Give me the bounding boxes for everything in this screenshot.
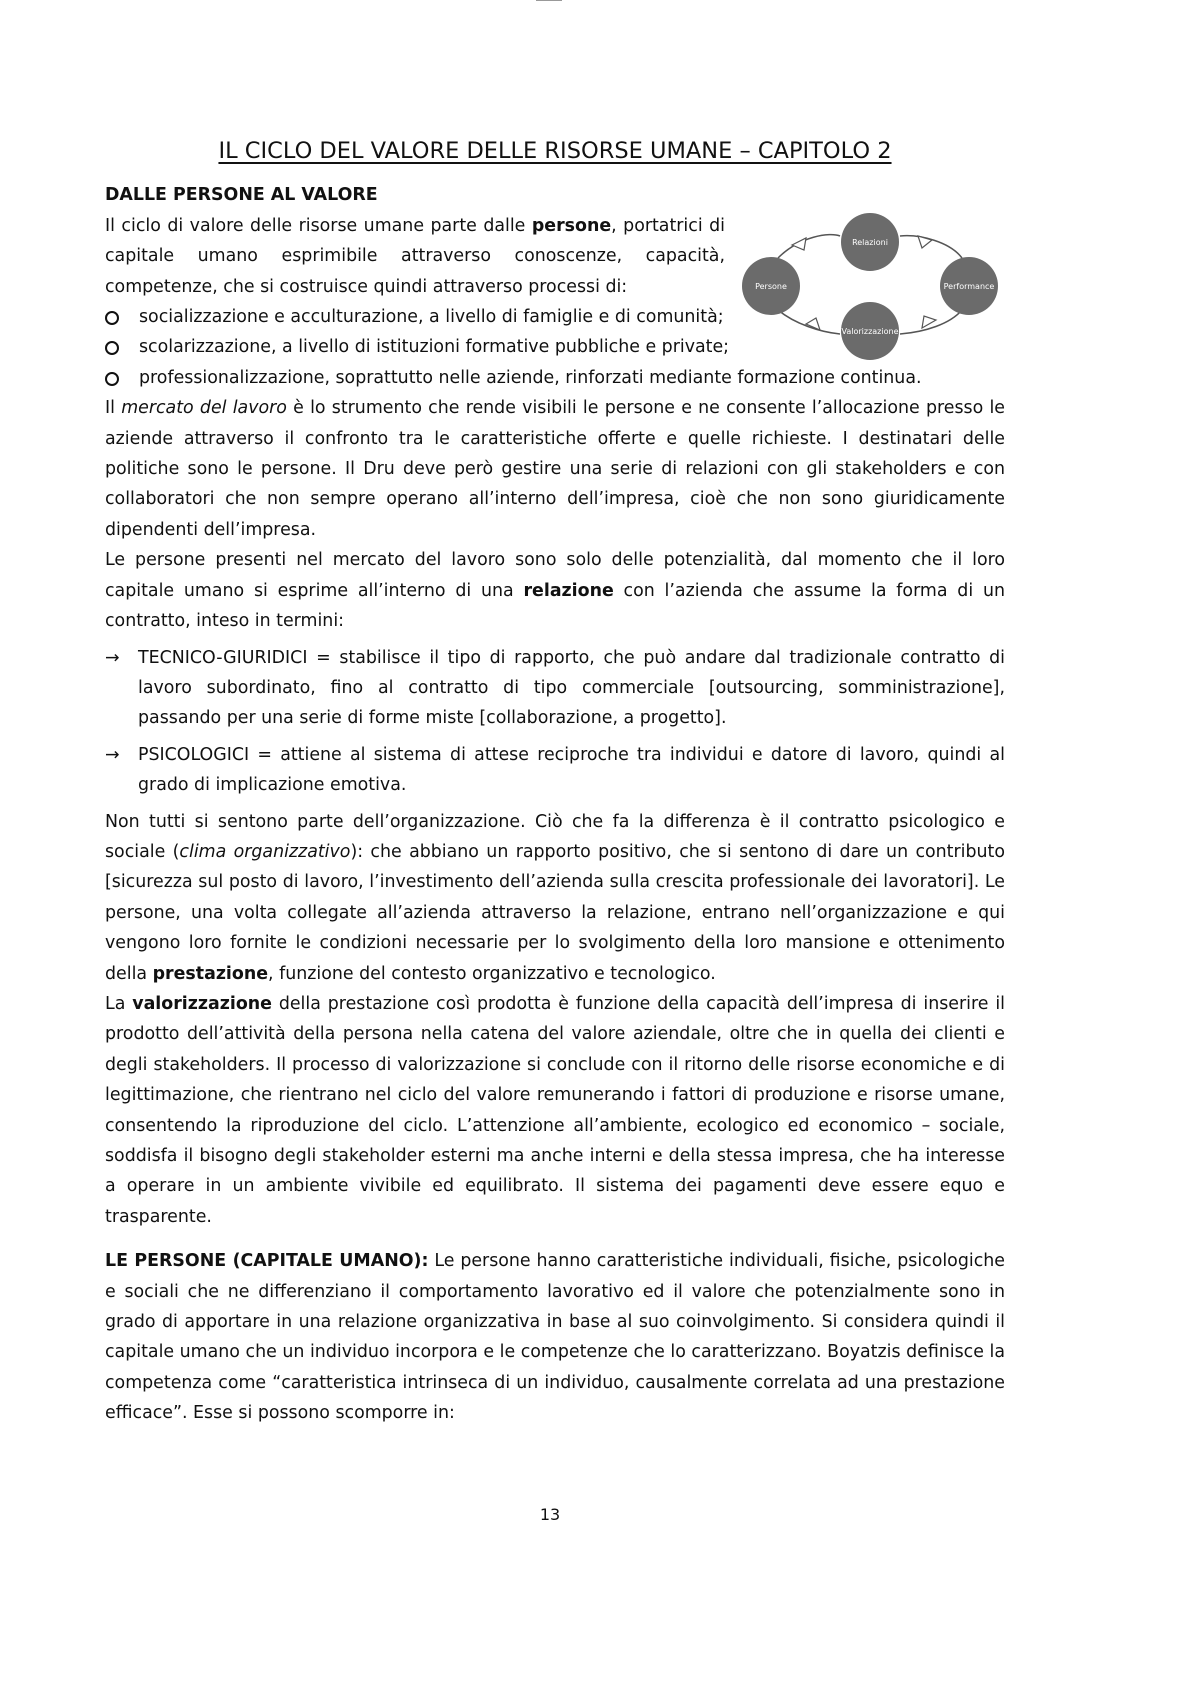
- paragraph-mercato: [105, 393, 1005, 545]
- arrow-text: PSICOLOGICI = attiene al sistema di attese reciproche tra individui e datore di lavoro, quindi al grado di implicazione emotiva.: [138, 744, 1005, 796]
- node-persone: Persone: [742, 257, 800, 315]
- bold-valorizzazione: valorizzazione: [132, 993, 272, 1014]
- bullet-text: socializzazione e acculturazione, a livello di famiglie e di comunità;: [139, 307, 724, 328]
- paragraph-capitale-umano: [105, 1246, 1005, 1428]
- intro-text-pre: Il ciclo di valore delle risorse umane parte dalle: [105, 215, 532, 236]
- text-span: , funzione del contesto organizzativo e tecnologico.: [268, 963, 716, 984]
- intro-block: [105, 211, 725, 302]
- bold-relazione: relazione: [523, 580, 614, 601]
- text-span: è lo strumento che rende visibili le persone e ne consente l’allocazione presso le aziende attraverso il confronto tra le caratteristiche offerte e quelle richieste. I destinatari delle politiche sono le persone. Il Dru deve però gestire una serie di relazioni con gli stakeholders e con collaboratori che non sempre operano all’interno dell’impresa, cioè che non sono giuridicamente dipendenti dell’impresa.: [105, 398, 1005, 540]
- bullet-text: professionalizzazione, soprattutto nelle aziende, rinforzati mediante formazione continua.: [139, 367, 922, 388]
- page-body: [105, 136, 1005, 1429]
- arrow-text: TECNICO-GIURIDICI = stabilisce il tipo di rapporto, che può andare dal tradizionale contratto di lavoro subordinato, fino al contratto di tipo commerciale [outsourcing, somministrazione], passando per una serie di forme miste [collaborazione, a progetto].: [138, 647, 1005, 729]
- italic-clima: clima organizzativo: [179, 841, 351, 862]
- bullet-item: [105, 332, 1005, 362]
- section-title-dalle-persone: DALLE PERSONE AL VALORE: [105, 185, 378, 206]
- circle-bullet-icon: [105, 372, 119, 386]
- circle-bullet-icon: [105, 311, 119, 325]
- text-span: della prestazione così prodotta è funzione della capacità dell’impresa di inserire il prodotto dell’attività della persona nella catena del valore aziendale, oltre che in quella dei clienti e degli stakeholders. Il processo di valorizzazione si conclude con il ritorno delle risorse economiche e di legittimazione, che rientrano nel ciclo del valore remunerando i fattori di produzione e risorse umane, consentendo la riproduzione del ciclo. L’attenzione all’ambiente, ecologico ed economico – sociale, soddisfa il bisogno degli stakeholder esterni ma anche interni e della stessa impresa, che ha interesse a operare in un ambiente vivibile ed equilibrato. Il sistema dei pagamenti deve essere equo e trasparente.: [105, 993, 1005, 1227]
- intro-paragraph: [105, 211, 725, 302]
- node-performance: Performance: [940, 257, 998, 315]
- process-bullet-list: [105, 302, 1005, 393]
- text-span: Le persone hanno caratteristiche individuali, fisiche, psicologiche e sociali che ne differenziano il comportamento lavorativo ed il valore che potenzialmente sono in grado di apportare in una relazione organizzativa in base al suo coinvolgimento. Si considera quindi il capitale umano che un individuo incorpora e le competenze che lo caratterizzano. Boyatzis definisce la competenza come “caratteristica intrinseca di un individuo, causalmente correlata ad una prestazione efficace”. Esse si possono scomporre in:: [105, 1251, 1005, 1424]
- circle-bullet-icon: [105, 341, 119, 355]
- arrow-right-icon: →: [105, 744, 120, 765]
- arrow-right-icon: →: [105, 647, 120, 668]
- text-span: con l’azienda che assume la forma di un contratto, inteso in termini:: [105, 580, 1005, 632]
- text-span: ): che abbiano un rapporto positivo, che si sentono di dare un contributo [sicurezza sul posto di lavoro, l’investimento dell’azienda sulla crescita professionale dei lavoratori]. Le persone, una volta collegate all’azienda attraverso la relazione, entrano nell’organizzazione e qui vengono loro fornite le condizioni necessarie per lo svolgimento della loro mansione e ottenimento della: [105, 841, 1005, 984]
- bold-prestazione: prestazione: [152, 963, 269, 984]
- text-span: Le persone presenti nel mercato del lavoro sono solo delle potenzialità, dal momento che il loro capitale umano si esprime all’interno di una: [105, 550, 1005, 601]
- arrow-item: [105, 740, 1005, 801]
- bullet-text: scolarizzazione, a livello di istituzioni formative pubbliche e private;: [139, 337, 730, 358]
- intro-bold-persone: persone: [531, 215, 612, 236]
- bullet-item: [105, 363, 1005, 393]
- intro-text-post: , portatrici di capitale umano esprimibile attraverso conoscenze, capacità, competenze, che si costruisce quindi attraverso processi di:: [105, 215, 725, 297]
- bullet-item: [105, 302, 725, 332]
- top-mark: [536, 0, 562, 7]
- contract-arrow-list: [105, 643, 1005, 801]
- chapter-title: IL CICLO DEL VALORE DELLE RISORSE UMANE – CAPITOLO 2: [218, 138, 892, 164]
- page-number: 13: [539, 1505, 561, 1524]
- node-relazioni: Relazioni: [841, 213, 899, 271]
- paragraph-valorizzazione: [105, 989, 1005, 1232]
- node-valorizzazione: Valorizzazione: [841, 302, 899, 360]
- arrow-item: [105, 643, 1005, 734]
- text-span: Non tutti si sentono parte dell’organizzazione. Ciò che fa la differenza è il contratto psicologico e sociale (: [105, 811, 1005, 862]
- italic-mercato: mercato del lavoro: [121, 398, 287, 419]
- text-span: La: [105, 993, 133, 1014]
- paragraph-non-tutti: [105, 807, 1005, 989]
- text-span: Il: [105, 398, 122, 419]
- paragraph-persone-relazione: [105, 545, 1005, 636]
- section-title-capitale-umano: LE PERSONE (CAPITALE UMANO):: [105, 1251, 429, 1272]
